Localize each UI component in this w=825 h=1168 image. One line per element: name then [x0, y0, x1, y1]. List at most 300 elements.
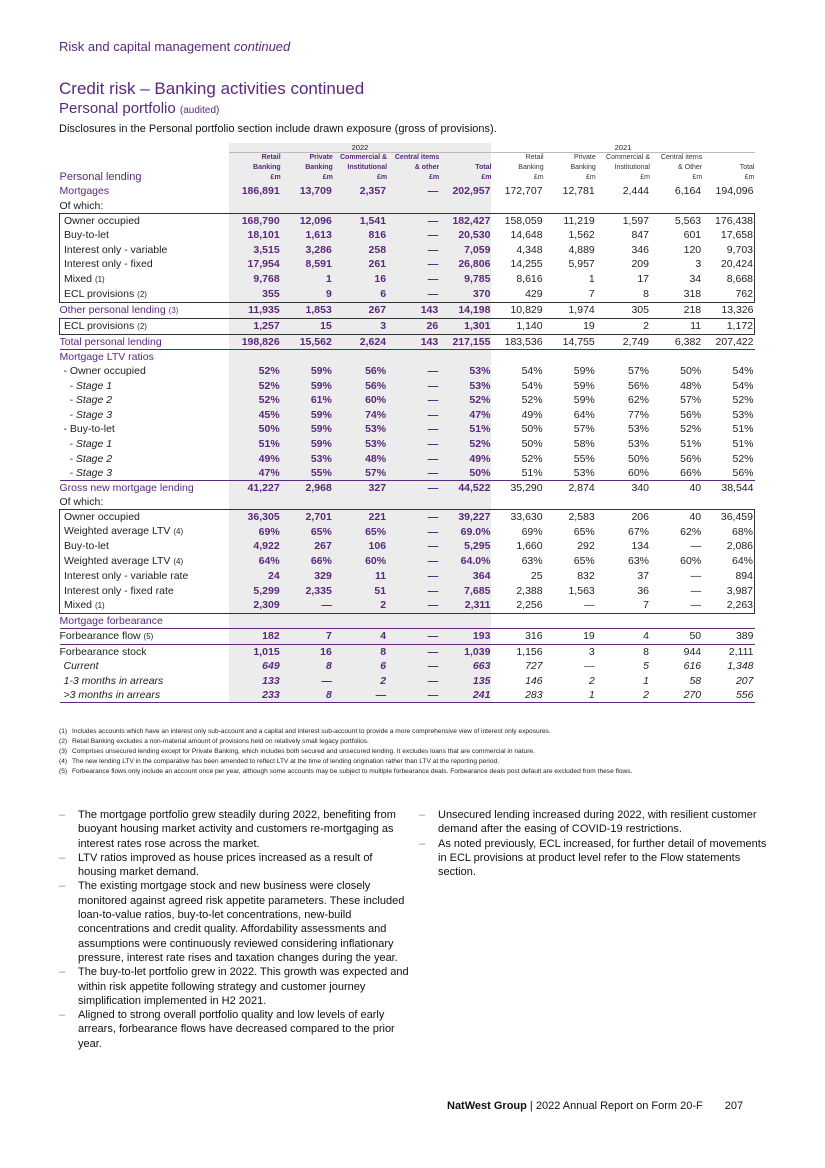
cell-2022: 11 — [333, 569, 387, 584]
cell-2021: 2 — [596, 318, 650, 334]
cell-2022: 193 — [439, 628, 491, 644]
cell-2022: — — [387, 437, 439, 452]
cell-2022 — [229, 495, 281, 510]
cell-2021: 50% — [521, 423, 543, 436]
table-row — [60, 466, 755, 481]
subtitle-main: Personal portfolio — [59, 100, 176, 117]
cell-2022: — — [387, 598, 439, 614]
cell-2021: 346 — [631, 243, 649, 256]
col-header-line: £m — [376, 174, 388, 181]
cell-2022: 133 — [229, 674, 281, 689]
col-header-2022 — [281, 153, 333, 185]
table-row — [60, 378, 755, 393]
cell-2022: — — [387, 228, 439, 243]
cell-2022: — — [387, 674, 439, 689]
cell-2022: 15 — [281, 318, 333, 334]
cell-2021: 2,749 — [596, 334, 650, 349]
cell-2021: 14,648 — [510, 229, 543, 242]
table-row — [60, 407, 755, 422]
cell-2022: 3 — [333, 318, 387, 334]
cell-2022: — — [281, 598, 333, 614]
cell-2021: 14,755 — [544, 334, 596, 349]
cell-2021: 59% — [573, 379, 595, 392]
cell-2022: 15,562 — [281, 334, 333, 349]
cell-2022: 135 — [439, 674, 491, 689]
row-label-text: Weighted average LTV — [64, 554, 171, 567]
cell-2021: 2 — [596, 688, 650, 703]
cell-2022: 51% — [439, 422, 491, 437]
table-row — [60, 613, 755, 628]
year-2021-header: 2021 — [491, 143, 754, 153]
cell-2021 — [544, 349, 596, 364]
cell-2022: 3,515 — [229, 242, 281, 257]
cell-2022: 50% — [229, 422, 281, 437]
cell-2021: 51% — [680, 437, 702, 450]
cell-2022: 24 — [229, 569, 281, 584]
cell-2022: — — [387, 287, 439, 303]
row-label — [60, 674, 229, 689]
cell-2022: — — [387, 184, 439, 199]
row-label-text: Weighted average LTV — [64, 525, 171, 538]
row-label-text: Current — [63, 660, 99, 673]
bullet-text: The buy-to-let portfolio grew in 2022. This growth was expected and within risk appetite following strategy and customer journey simplification implemented in H2 2021. — [78, 966, 409, 1007]
cell-2022: 56% — [333, 364, 387, 379]
cell-2022: 2,335 — [281, 583, 333, 598]
col-header-line: Central items — [660, 154, 703, 161]
cell-2022: 47% — [439, 407, 491, 422]
page-footer — [447, 1100, 743, 1112]
row-label-text: Of which: — [59, 199, 104, 212]
row-label-text: ECL provisions — [64, 319, 135, 332]
cell-2021 — [491, 199, 543, 214]
cell-2021 — [650, 199, 702, 214]
cell-2022: 9 — [281, 287, 333, 303]
cell-2022: 12,096 — [281, 213, 333, 228]
footnote-ref: (4) — [173, 527, 184, 537]
cell-2022: 2,309 — [229, 598, 281, 614]
cell-2022: 8 — [333, 644, 387, 659]
cell-2022: 53% — [333, 422, 387, 437]
col-header-line: Total — [475, 164, 492, 171]
cell-2021 — [491, 349, 543, 364]
cell-2021 — [596, 613, 650, 628]
bullet-text: The mortgage portfolio grew steadily during 2022, benefiting from buoyant housing market activity and customers re-mortgaging as interest rates rose across the market. — [78, 809, 396, 850]
cell-2022: 1,257 — [229, 318, 281, 334]
row-label — [60, 318, 229, 334]
footer-report: 2022 Annual Report on Form 20-F — [535, 1100, 703, 1112]
bullet-dash: – — [419, 837, 426, 850]
cell-2021: 67% — [627, 525, 649, 538]
cell-2021: — — [584, 660, 595, 673]
cell-2022: 13,709 — [281, 184, 333, 199]
cell-2022: 217,155 — [439, 334, 491, 349]
cell-2021 — [491, 613, 543, 628]
cell-2021: 51% — [491, 466, 543, 481]
cell-2022: 18,101 — [229, 228, 281, 243]
cell-2022: 1 — [281, 272, 333, 287]
row-label-text: - Stage 1 — [69, 379, 113, 392]
cell-2022: — — [387, 628, 439, 644]
col-header-line: Commercial & — [606, 154, 650, 161]
row-label-text: Of which: — [59, 496, 104, 509]
cell-2021: 2,583 — [544, 510, 596, 525]
cell-2021: 57% — [573, 423, 595, 436]
cell-2021: — — [690, 570, 702, 583]
commentary-left — [59, 808, 411, 1051]
cell-2021 — [702, 349, 754, 364]
row-label-text: Mortgage LTV ratios — [59, 350, 154, 363]
cell-2022: 663 — [439, 659, 491, 674]
cell-2022: 202,957 — [439, 184, 491, 199]
col-header-line: & Other — [678, 164, 703, 171]
cell-2022: — — [387, 480, 439, 495]
cell-2021: 55% — [573, 452, 595, 465]
cell-2022: 36,305 — [229, 510, 281, 525]
row-label-text: - Owner occupied — [63, 364, 146, 377]
section-title: Credit risk – Banking activities continued — [59, 79, 365, 98]
cell-2022: 649 — [229, 659, 281, 674]
cell-2021: 318 — [650, 287, 702, 303]
cell-2022: — — [387, 272, 439, 287]
cell-2022 — [333, 613, 387, 628]
cell-2022: 74% — [333, 407, 387, 422]
cell-2022: 2,624 — [333, 334, 387, 349]
cell-2022: — — [387, 539, 439, 554]
row-label-text: Forbearance flow — [59, 629, 141, 642]
cell-2021: 33,630 — [491, 510, 543, 525]
row-label — [60, 302, 229, 318]
cell-2022 — [333, 199, 387, 214]
cell-2022: 267 — [281, 539, 333, 554]
col-header-line: Banking — [570, 164, 596, 171]
footnote-ref: (2) — [137, 321, 147, 331]
table-row — [60, 184, 755, 199]
cell-2022: 7,059 — [439, 242, 491, 257]
cell-2021: 2 — [588, 674, 595, 687]
cell-2022: — — [387, 407, 439, 422]
cell-2022: 4,922 — [229, 539, 281, 554]
footnote — [59, 757, 769, 767]
row-label — [60, 272, 229, 287]
cell-2021: 49% — [521, 408, 543, 421]
cell-2022: — — [387, 569, 439, 584]
col-header-line — [702, 153, 754, 163]
cell-2022: 53% — [439, 364, 491, 379]
row-label — [60, 199, 229, 214]
cell-2021: 7 — [544, 287, 596, 303]
col-header-2021 — [650, 153, 702, 185]
cell-2021: 429 — [491, 287, 543, 303]
cell-2022: 5,299 — [229, 583, 281, 598]
cell-2021: 283 — [491, 688, 543, 703]
row-label — [60, 364, 229, 379]
cell-2022: 327 — [333, 480, 387, 495]
row-label — [60, 437, 229, 452]
footnote-text: The new lending LTV in the comparative has been amended to reflect LTV at the time of lending origination rather than LTV at the reporting period. — [72, 758, 500, 765]
footnote-ref: (4) — [173, 556, 184, 566]
row-label — [60, 466, 229, 481]
cell-2022: 49% — [229, 451, 281, 466]
cell-2021 — [596, 349, 650, 364]
cell-2021: 1,140 — [491, 318, 543, 334]
table-row — [60, 393, 755, 408]
col-header-2022 — [333, 153, 387, 185]
cell-2021: 2,388 — [516, 584, 543, 597]
row-label — [60, 407, 229, 422]
table-row — [60, 659, 755, 674]
row-label-text: Mixed — [64, 598, 93, 611]
cell-2022: 61% — [281, 393, 333, 408]
row-label — [60, 613, 229, 628]
cell-2022: 5,295 — [439, 539, 491, 554]
cell-2021: 17 — [637, 273, 649, 286]
cell-2021: 37 — [637, 570, 649, 583]
cell-2022 — [229, 349, 281, 364]
footnote-text: Forbearance flows only include an account once per year, although some accounts may be subject to multiple forbearance deals. Forbearance deals post default are excluded from these flows. — [72, 768, 633, 775]
cell-2021: 8,668 — [702, 272, 754, 287]
cell-2022: 26 — [387, 318, 439, 334]
footnote-number: (3) — [59, 748, 68, 755]
row-label-text: - Stage 2 — [69, 394, 113, 407]
year-2022-header: 2022 — [229, 143, 492, 153]
row-label-text: Mortgage forbearance — [59, 614, 163, 627]
cell-2021: 36,459 — [702, 510, 754, 525]
row-label — [60, 228, 229, 243]
cell-2022: 182,427 — [439, 213, 491, 228]
cell-2021: 172,707 — [504, 185, 543, 198]
cell-2022: 106 — [333, 539, 387, 554]
cell-2022: 1,541 — [333, 213, 387, 228]
col-header-line: Private — [573, 154, 596, 161]
row-label-text: Buy-to-let — [64, 229, 109, 242]
table-row — [60, 364, 755, 379]
cell-2021: 38,544 — [721, 481, 754, 494]
cell-2021: 847 — [631, 229, 649, 242]
footnote-text: Comprises unsecured lending except for Private Banking, which includes both secured and unsecured lending. It excludes loans that are commercial in nature. — [72, 748, 535, 755]
cell-2021: 52% — [732, 394, 754, 407]
cell-2021: 316 — [491, 628, 543, 644]
cell-2022: 56% — [333, 378, 387, 393]
cell-2021: 58 — [689, 674, 702, 687]
cell-2021: 158,059 — [491, 213, 543, 228]
blank-cell — [60, 143, 229, 153]
row-label — [60, 659, 229, 674]
cell-2021: 134 — [631, 540, 649, 553]
cell-2022: 59% — [281, 378, 333, 393]
table-row — [60, 437, 755, 452]
cell-2021: 14,255 — [510, 258, 543, 271]
cell-2022: — — [387, 644, 439, 659]
cell-2021: 65% — [573, 525, 595, 538]
page-number: 207 — [724, 1100, 744, 1112]
row-label-text: Mixed — [64, 272, 93, 285]
cell-2022: 2 — [333, 674, 387, 689]
row-label — [60, 510, 229, 525]
cell-2022: — — [387, 257, 439, 272]
cell-2021: 2,256 — [491, 598, 543, 614]
cell-2021: 34 — [689, 273, 702, 286]
cell-2021: 19 — [544, 318, 596, 334]
cell-2022: 55% — [281, 466, 333, 481]
cell-2021: 63% — [627, 555, 649, 568]
col-header-line — [439, 153, 491, 163]
cell-2021: 53% — [627, 437, 649, 450]
bullet-item — [59, 965, 411, 1008]
cell-2021 — [596, 495, 650, 510]
cell-2021: 894 — [702, 569, 754, 584]
col-header-line: £m — [322, 174, 333, 181]
subtitle-tag: (audited) — [179, 105, 220, 116]
cell-2021: 54% — [732, 364, 754, 377]
cell-2022: 186,891 — [229, 184, 281, 199]
footnote-text: Includes accounts which have an interest only sub-account and a capital and interest sub-account to provide a more comprehensive view of interest only exposures. — [72, 728, 551, 735]
table-row — [60, 554, 755, 569]
table-row — [60, 569, 755, 584]
commentary-right — [419, 808, 769, 879]
col-header-line: £m — [481, 174, 492, 181]
cell-2021: 176,438 — [702, 213, 754, 228]
footnote — [59, 737, 769, 747]
running-head-main: Risk and capital management — [59, 39, 231, 54]
personal-lending-table — [59, 143, 755, 703]
cell-2022: 3,286 — [281, 242, 333, 257]
row-label-text: >3 months in arrears — [63, 689, 161, 702]
cell-2021: 6,382 — [650, 334, 702, 349]
cell-2021: 69% — [521, 525, 543, 538]
cell-2022: 26,806 — [439, 257, 491, 272]
cell-2021: 13,326 — [721, 304, 754, 317]
cell-2022 — [439, 199, 491, 214]
col-header-2022 — [439, 153, 491, 185]
row-header-label: Personal lending — [59, 171, 142, 183]
row-label — [60, 524, 229, 539]
cell-2021: 1 — [544, 688, 596, 703]
cell-2021 — [702, 613, 754, 628]
cell-2021 — [702, 199, 754, 214]
cell-2021: 727 — [525, 660, 543, 673]
cell-2021: 56% — [702, 466, 754, 481]
row-label — [60, 242, 229, 257]
row-label-text: Owner occupied — [64, 214, 140, 227]
cell-2022: 53% — [333, 437, 387, 452]
cell-2022: 168,790 — [229, 213, 281, 228]
cell-2022: 329 — [281, 569, 333, 584]
cell-2021: 51% — [732, 437, 754, 450]
cell-2021: 601 — [683, 229, 702, 242]
cell-2021: 56% — [680, 452, 702, 465]
row-label-text: - Buy-to-let — [63, 423, 115, 436]
cell-2021: 5,563 — [650, 213, 702, 228]
row-label — [60, 569, 229, 584]
col-header-line: Retail — [261, 154, 281, 161]
row-label — [60, 349, 229, 364]
footnote-ref: (2) — [137, 289, 147, 299]
cell-2022: — — [387, 583, 439, 598]
footer-brand: NatWest Group — [447, 1100, 527, 1112]
cell-2021: 50% — [680, 364, 702, 377]
cell-2022: 2 — [333, 598, 387, 614]
cell-2022: 267 — [333, 302, 387, 318]
cell-2022: 2,357 — [333, 184, 387, 199]
cell-2022: 221 — [333, 510, 387, 525]
cell-2021: 60% — [596, 466, 650, 481]
row-label — [60, 598, 229, 614]
cell-2022: 11,935 — [229, 302, 281, 318]
row-label-text: Owner occupied — [64, 511, 140, 524]
cell-2022: 59% — [281, 422, 333, 437]
col-header-2022 — [387, 153, 439, 185]
cell-2022: 20,530 — [439, 228, 491, 243]
table-row — [60, 213, 755, 228]
cell-2021: 9,703 — [702, 242, 754, 257]
col-header-2021 — [702, 153, 754, 185]
col-header-line: Banking — [518, 164, 544, 171]
row-label-text: - Stage 3 — [69, 466, 113, 479]
row-label — [60, 583, 229, 598]
row-label — [60, 480, 229, 495]
cell-2021: 59% — [573, 364, 595, 377]
cell-2021 — [596, 199, 650, 214]
cell-2022: 51% — [229, 437, 281, 452]
cell-2022: 9,785 — [439, 272, 491, 287]
cell-2021: 40 — [650, 510, 702, 525]
cell-2021: 1,562 — [568, 229, 595, 242]
bullet-item — [59, 808, 411, 851]
cell-2021: 206 — [596, 510, 650, 525]
cell-2022: 370 — [439, 287, 491, 303]
cell-2021: 6,164 — [674, 185, 702, 198]
cell-2021: 57% — [627, 364, 649, 377]
table-row — [60, 674, 755, 689]
cell-2021: 36 — [637, 584, 649, 597]
cell-2022: 60% — [333, 393, 387, 408]
row-label-text: Total personal lending — [59, 335, 162, 348]
col-header-line: £m — [429, 174, 440, 181]
cell-2021: 209 — [631, 258, 649, 271]
cell-2021: 3 — [588, 646, 595, 659]
cell-2022: — — [387, 554, 439, 569]
bullet-dash: – — [59, 880, 66, 893]
col-header-line: & other — [414, 164, 440, 171]
cell-2022: 59% — [281, 364, 333, 379]
cell-2021: 53% — [627, 423, 649, 436]
bullet-dash: – — [59, 966, 66, 979]
cell-2021: 389 — [702, 628, 754, 644]
cell-2022 — [229, 613, 281, 628]
cell-2022: 66% — [281, 554, 333, 569]
cell-2021 — [544, 199, 596, 214]
cell-2022: — — [387, 393, 439, 408]
cell-2021: 1,597 — [596, 213, 650, 228]
row-label — [60, 644, 229, 659]
row-label-text: Forbearance stock — [59, 646, 147, 659]
cell-2021: 1,348 — [727, 660, 754, 673]
running-head-suffix: continued — [233, 39, 291, 54]
cell-2022 — [439, 613, 491, 628]
cell-2022: 59% — [281, 407, 333, 422]
cell-2021: 2,086 — [702, 539, 754, 554]
cell-2021: 305 — [631, 304, 649, 317]
cell-2022: 1,015 — [229, 644, 281, 659]
row-label-text: - Stage 3 — [69, 408, 113, 421]
col-header-line: Institutional — [347, 164, 388, 171]
running-head — [59, 39, 290, 54]
cell-2021: 51% — [732, 423, 754, 436]
cell-2021: 8,616 — [516, 273, 543, 286]
col-header-line: £m — [692, 174, 703, 181]
cell-2022: 52% — [229, 393, 281, 408]
cell-2022: 355 — [229, 287, 281, 303]
